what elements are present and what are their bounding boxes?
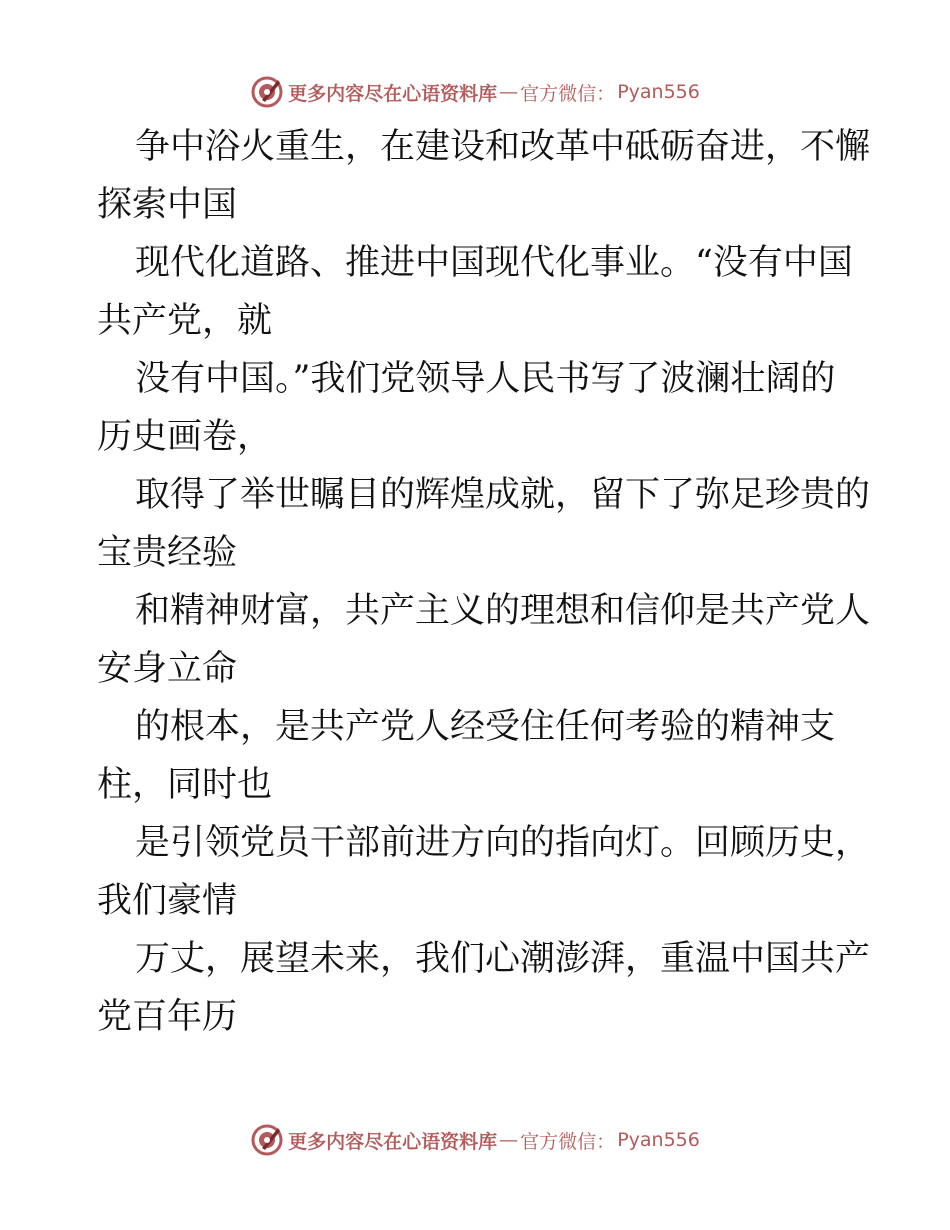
text-line: 和精神财富，共产主义的理想和信仰是共产党人 [135, 591, 871, 631]
text-line: 取得了举世瞩目的辉煌成就，留下了弥足珍贵的 [135, 475, 871, 515]
wechat-label: 官方微信： [520, 82, 616, 105]
text-line: 历史画卷， [97, 417, 273, 457]
text-line: 宝贵经验 [97, 533, 238, 573]
text-line: 安身立命 [97, 649, 238, 689]
text-line: 没有中国。”我们党领导人民书写了波澜壮阔的 [135, 359, 836, 399]
text-line: 我们豪情 [97, 881, 238, 921]
text-line: 万丈，展望未来，我们心潮澎湃，重温中国共产 [135, 939, 871, 979]
wechat-id: Pyan556 [617, 1129, 700, 1151]
site-name-text: 更多内容尽在心语资料库 [288, 82, 498, 105]
quill-seal-icon [250, 1123, 284, 1157]
text-line: 党百年历 [97, 997, 238, 1037]
footer-watermark-banner [0, 1120, 950, 1160]
text-line: 共产党，就 [97, 301, 273, 341]
text-line: 现代化道路、推进中国现代化事业。“没有中国 [135, 243, 853, 283]
text-line: 的根本，是共产党人经受住任何考验的精神支 [135, 707, 836, 747]
text-line: 柱，同时也 [97, 765, 273, 805]
banner-dash: — [499, 1129, 519, 1151]
quill-seal-icon [250, 75, 284, 109]
text-line: 争中浴火重生，在建设和改革中砥砺奋进，不懈 [135, 127, 871, 167]
header-watermark-banner [0, 72, 950, 112]
site-name-text: 更多内容尽在心语资料库 [288, 1130, 498, 1153]
banner-dash: — [499, 81, 519, 103]
wechat-label: 官方微信： [520, 1130, 616, 1153]
text-line: 是引领党员干部前进方向的指向灯。回顾历史， [135, 823, 871, 863]
wechat-id: Pyan556 [617, 81, 700, 103]
document-body [97, 118, 877, 1046]
text-line: 探索中国 [97, 185, 238, 225]
